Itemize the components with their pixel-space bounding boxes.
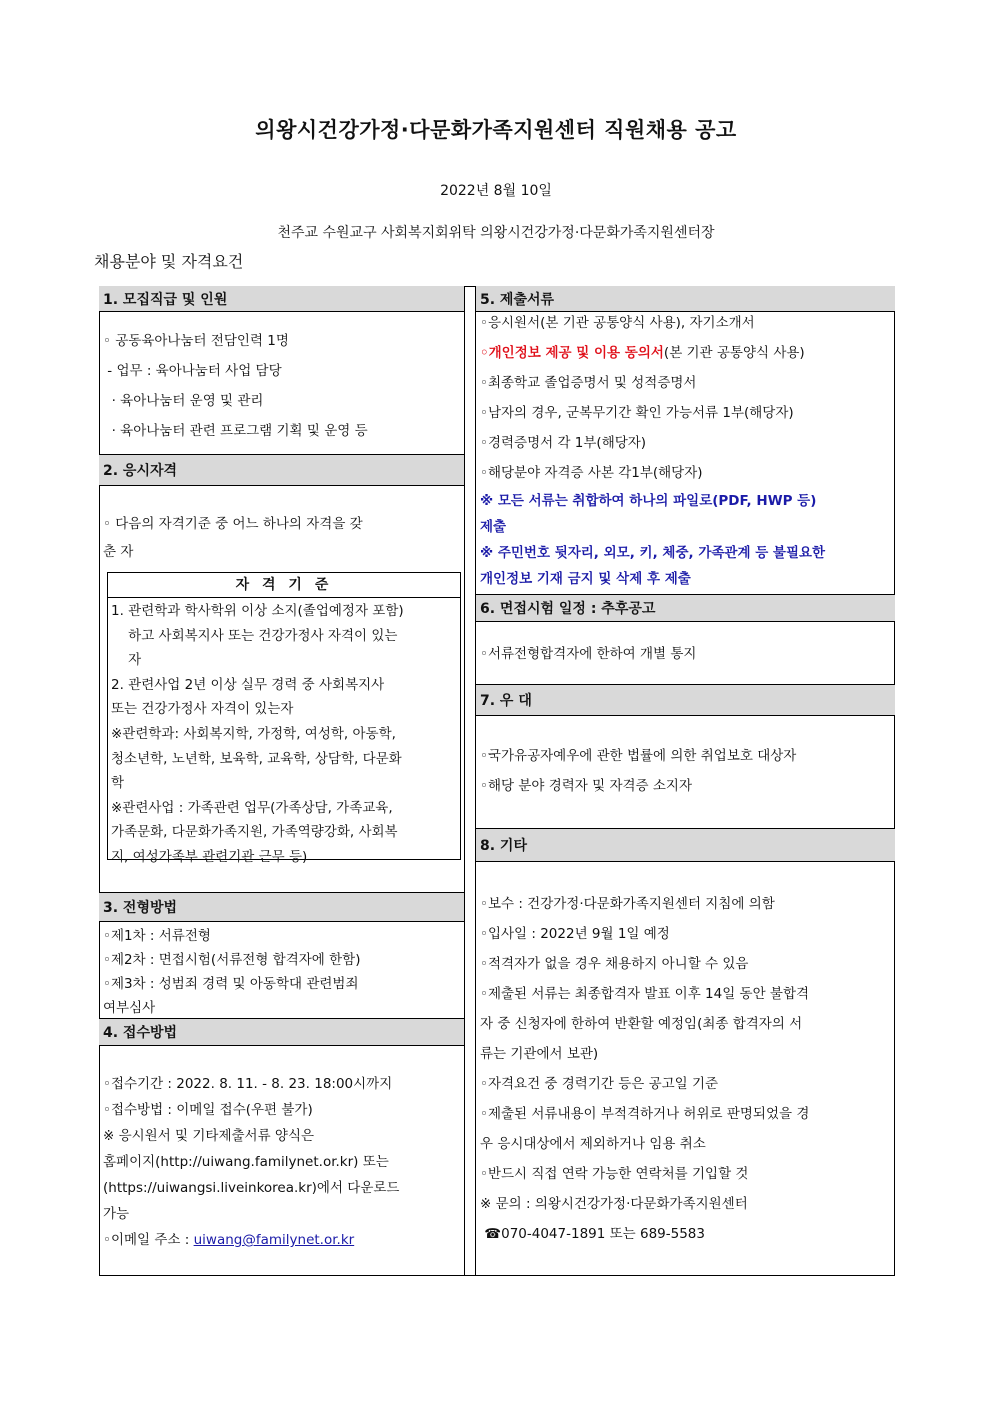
section-2-intro: ◦ 다음의 자격기준 중 어느 하나의 자격을 갖 bbox=[103, 516, 363, 532]
email-label: ◦이메일 주소 : bbox=[103, 1232, 194, 1248]
section-3-header: 3. 전형방법 bbox=[99, 892, 464, 922]
qualification-line: 자 bbox=[111, 652, 142, 669]
left-column bbox=[99, 286, 465, 1276]
section-3-line: 여부심사 bbox=[103, 1000, 156, 1016]
section-1-line: · 육아나눔터 관련 프로그램 기획 및 운영 등 bbox=[103, 423, 368, 439]
section-7-body bbox=[480, 741, 796, 801]
other-line: 우 응시대상에서 제외하거나 임용 취소 bbox=[480, 1136, 706, 1152]
section-8-body bbox=[480, 889, 809, 1249]
qualification-line: 2. 관련사업 2년 이상 실무 경력 중 사회복지사 bbox=[111, 676, 385, 693]
issuer: 천주교 수원교구 사회복지회위탁 의왕시건강가정·다문화가족지원센터장 bbox=[277, 225, 715, 241]
document-line: ◦남자의 경우, 군복무기간 확인 가능서류 1부(해당자) bbox=[480, 405, 794, 421]
qualification-line: 1. 관련학과 학사학위 이상 소지(졸업예정자 포함) bbox=[111, 603, 404, 619]
section-1-line: · 육아나눔터 운영 및 관리 bbox=[103, 393, 264, 409]
section-4-header: 4. 접수방법 bbox=[99, 1018, 464, 1046]
other-line: ◦보수 : 건강가정·다문화가족지원센터 지침에 의함 bbox=[480, 896, 775, 912]
section-4-line: (https://uiwangsi.liveinkorea.kr)에서 다운로드 bbox=[103, 1180, 400, 1196]
section-5-notice bbox=[480, 488, 825, 592]
section-5-header: 5. 제출서류 bbox=[476, 286, 895, 312]
notice-line: ※ 모든 서류는 취합하여 하나의 파일로(PDF, HWP 등) bbox=[480, 493, 817, 509]
right-column bbox=[475, 286, 895, 1276]
qualification-line: 하고 사회복지사 또는 건강가정사 자격이 있는 bbox=[111, 627, 398, 644]
document-line-consent bbox=[480, 338, 805, 368]
email-row bbox=[103, 1227, 399, 1253]
section-4-line: ※ 응시원서 및 기타제출서류 양식은 bbox=[103, 1128, 315, 1144]
document-line: ◦해당분야 자격증 사본 각1부(해당자) bbox=[480, 465, 703, 481]
section-5-body bbox=[480, 308, 805, 488]
other-line: ◦반드시 직접 연락 가능한 연락처를 기입할 것 bbox=[480, 1166, 749, 1182]
section-4-line: ◦접수방법 : 이메일 접수(우편 불가) bbox=[103, 1102, 313, 1118]
section-4-line: ◦접수기간 : 2022. 8. 11. - 8. 23. 18:00시까지 bbox=[103, 1076, 393, 1092]
qualification-box-header: 자 격 기 준 bbox=[108, 573, 460, 598]
qualification-line: 학 bbox=[111, 775, 125, 792]
section-3-line: ◦제2차 : 면접시험(서류전형 합격자에 한함) bbox=[103, 952, 361, 968]
other-line: ◦제출된 서류는 최종합격자 발표 이후 14일 동안 불합격 bbox=[480, 986, 810, 1002]
document-line: ◦응시원서(본 기관 공통양식 사용), 자기소개서 bbox=[480, 315, 755, 331]
qualification-line: 청소년학, 노년학, 보육학, 교육학, 상담학, 다문화 bbox=[111, 750, 402, 767]
qualification-line: 가족문화, 다문화가족지원, 가족역량강화, 사회복 bbox=[111, 824, 398, 841]
section-3-line: ◦제1차 : 서류전형 bbox=[103, 928, 211, 944]
document-line: ◦최종학교 졸업증명서 및 성적증명서 bbox=[480, 375, 697, 391]
section-6-line: ◦서류전형합격자에 한하여 개별 통지 bbox=[480, 646, 697, 662]
consent-form-note: (본 기관 공통양식 사용) bbox=[663, 345, 805, 361]
qualification-line: 또는 건강가정사 자격이 있는자 bbox=[111, 701, 294, 718]
other-line: 자 중 신청자에 한하여 반환할 예정임(최종 합격자의 서 bbox=[480, 1016, 803, 1032]
other-line: ◦적격자가 없을 경우 채용하지 아니할 수 있음 bbox=[480, 956, 749, 972]
contact-phone: ☎070-4047-1891 또는 689-5583 bbox=[480, 1226, 705, 1242]
consent-form-highlight: ◦개인정보 제공 및 이용 동의서 bbox=[480, 345, 664, 361]
section-4-line: 홈페이지(http://uiwang.familynet.or.kr) 또는 bbox=[103, 1154, 389, 1170]
notice-line: ※ 주민번호 뒷자리, 외모, 키, 체중, 가족관계 등 불필요한 bbox=[480, 545, 826, 561]
section-2-header: 2. 응시자격 bbox=[99, 454, 464, 486]
preference-line: ◦해당 분야 경력자 및 자격증 소지자 bbox=[480, 778, 692, 794]
qualification-line: ※관련사업 : 가족관련 업무(가족상담, 가족교육, bbox=[111, 799, 393, 816]
other-line: 류는 기관에서 보관) bbox=[480, 1046, 599, 1062]
section-1-header: 1. 모집직급 및 인원 bbox=[99, 286, 464, 312]
other-line: ◦제출된 서류내용이 부적격하거나 허위로 판명되었을 경 bbox=[480, 1106, 810, 1122]
section-1-line: - 업무 : 육아나눔터 사업 담당 bbox=[103, 363, 282, 379]
section-4-body bbox=[103, 1071, 399, 1253]
section-8-header: 8. 기타 bbox=[476, 828, 895, 862]
other-line: ※ 문의 : 의왕시건강가정·다문화가족지원센터 bbox=[480, 1196, 748, 1212]
notice-line: 제출 bbox=[480, 519, 507, 535]
qualification-box-body bbox=[108, 598, 460, 871]
preference-line: ◦국가유공자예우에 관한 법률에 의한 취업보호 대상자 bbox=[480, 748, 797, 764]
qualification-box bbox=[107, 572, 461, 865]
section-subhead: 채용분야 및 자격요건 bbox=[94, 252, 244, 271]
section-1-body bbox=[103, 326, 368, 446]
other-line: ◦입사일 : 2022년 9월 1일 예정 bbox=[480, 926, 670, 942]
section-7-header: 7. 우 대 bbox=[476, 684, 895, 716]
qualification-line: 지, 여성가족부 관련기관 근무 등) bbox=[111, 848, 308, 865]
section-6-header: 6. 면접시험 일정 : 추후공고 bbox=[476, 594, 895, 622]
section-2-intro-cont: 춘 자 bbox=[103, 544, 134, 560]
announcement-date: 2022년 8월 10일 bbox=[440, 183, 552, 199]
notice-line: 개인정보 기재 금지 및 삭제 후 제출 bbox=[480, 571, 691, 587]
section-3-line: ◦제3차 : 성범죄 경력 및 아동학대 관련범죄 bbox=[103, 976, 359, 992]
section-1-line: ◦ 공동육아나눔터 전담인력 1명 bbox=[103, 333, 289, 349]
other-line: ◦자격요건 중 경력기간 등은 공고일 기준 bbox=[480, 1076, 719, 1092]
section-4-line: 가능 bbox=[103, 1206, 130, 1222]
page-title: 의왕시건강가정·다문화가족지원센터 직원채용 공고 bbox=[255, 118, 737, 142]
email-link[interactable]: uiwang@familynet.or.kr bbox=[193, 1232, 355, 1248]
document-line: ◦경력증명서 각 1부(해당자) bbox=[480, 435, 647, 451]
qualification-line: ※관련학과: 사회복지학, 가정학, 여성학, 아동학, bbox=[111, 725, 396, 742]
